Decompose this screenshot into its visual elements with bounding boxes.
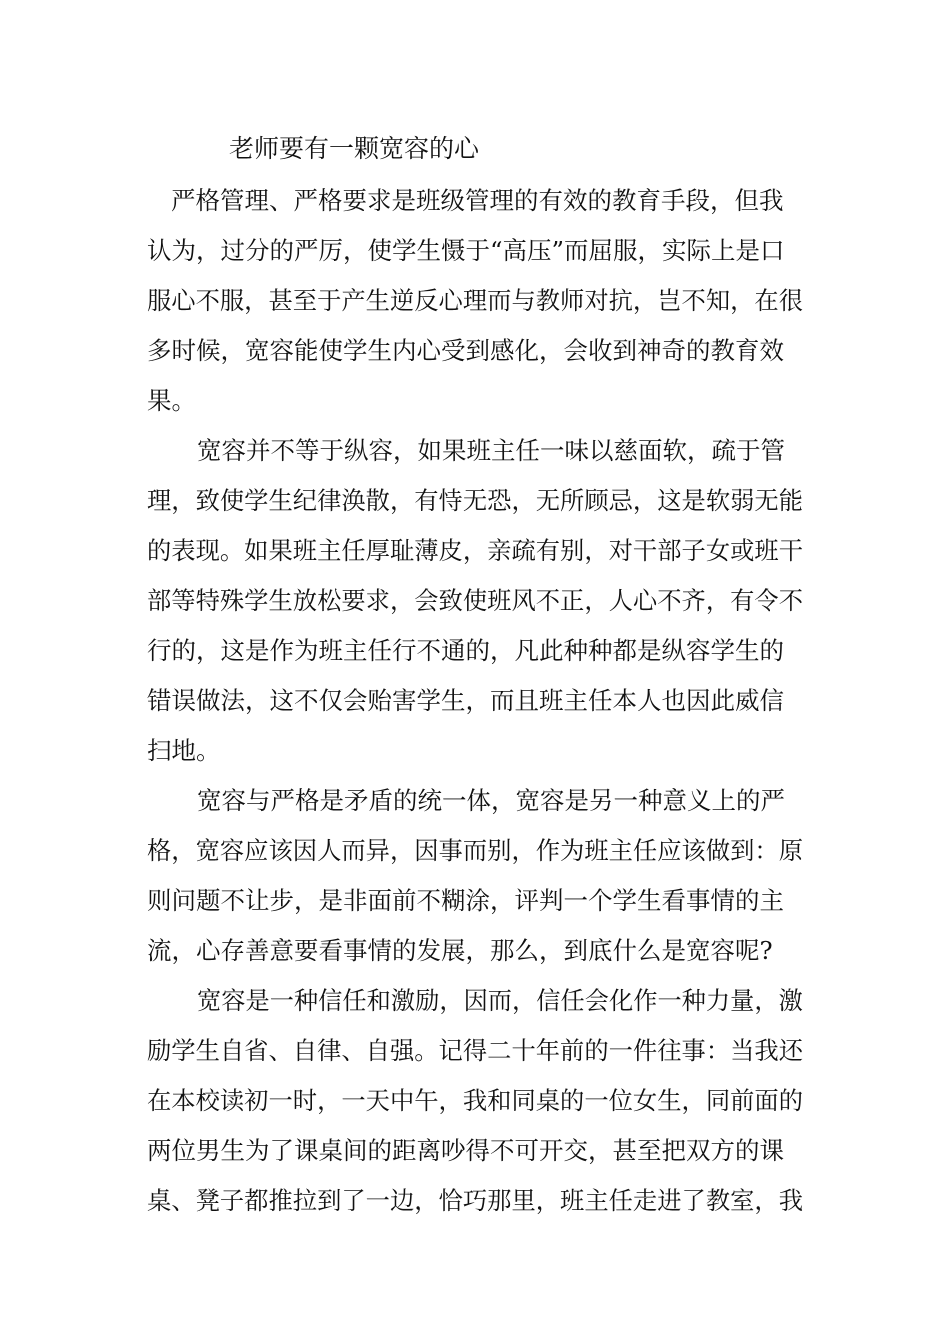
document-page: 老师要有一颗宽容的心 严格管理、严格要求是班级管理的有效的教育手段，但我 认为，过分的严厉，使学生慑于“高压”而屈服，实际上是口 服心不服，甚至于产生逆反心理而与教师对抗，岂不知，在很 多时候，宽容能使学生内心受到感化，会收到神奇的教育效 果。 宽容并不等于纵容，如果班主任一味以慈面软，疏于管 理，致使学生纪律涣散，有恃无恐，无所顾忌，这是软弱无能 的表现。如果班主任厚耻薄皮，亲疏有别，对干部子女或班干 部等特殊学生放松要求，会致使班风不正，人心不齐，有令不 行的，这是作为班主任行不通的，凡此种种都是纵容学生的 错误做法，这不仅会贻害学生，而且班主任本人也因此威信 扫地。 宽容与严格是矛盾的统一体，宽容是另一种意义上的严 格，宽容应该因人而异，因事而别，作为班主任应该做到：原 则问题不让步，是非面前不糊涂，评判一个学生看事情的主 流，心存善意要看事情的发展，那么，到底什么是宽容呢? 宽容是一种信任和激励，因而，信任会化作一种力量，激 励学生自省、自律、自强。记得二十年前的一件往事：当我还 在本校读初一时，一天中午，我和同桌的一位女生，同前面的 两位男生为了课桌间的距离吵得不可开交，甚至把双方的课 桌、凳子都推拉到了一边，恰巧那里，班主任走进了教室，我 — [147, 134, 804, 1215]
document-title: 老师要有一颗宽容的心 — [229, 134, 480, 163]
